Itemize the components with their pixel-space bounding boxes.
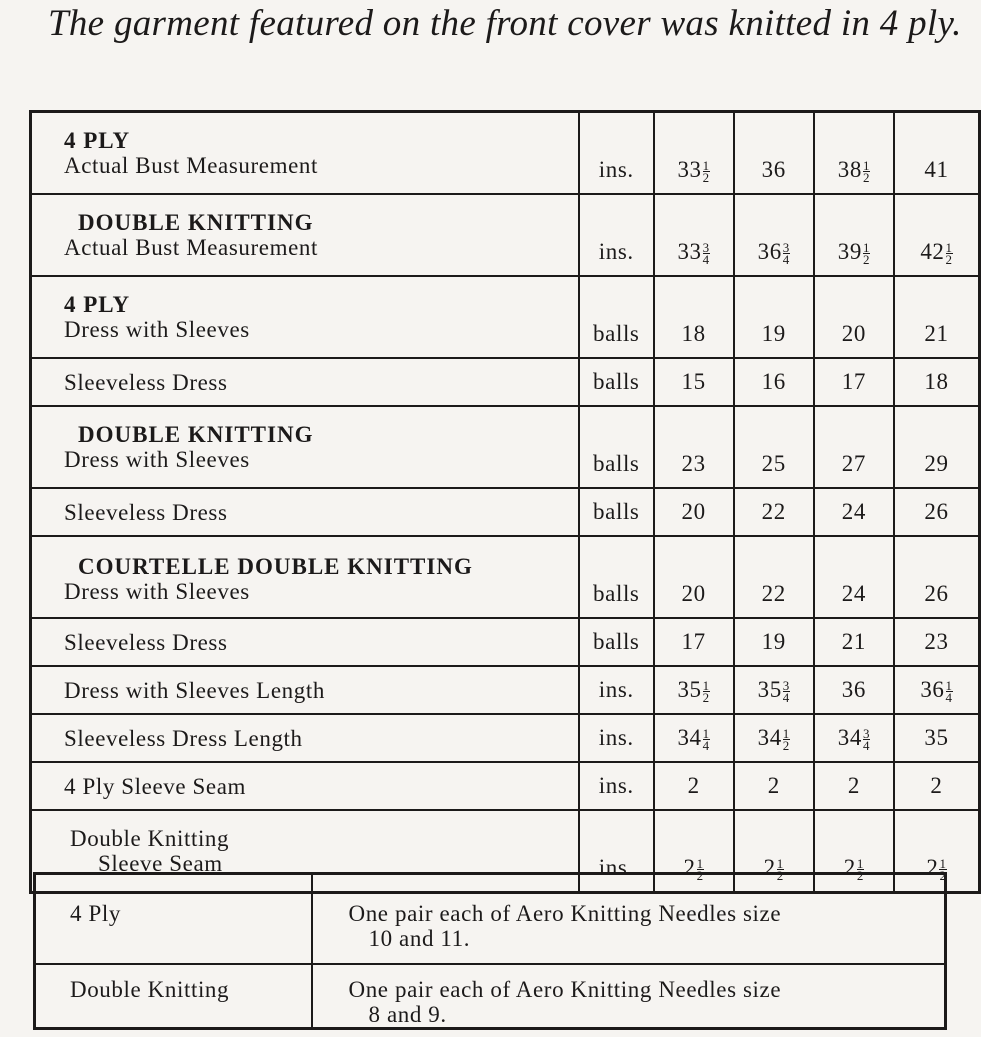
row-heading: DOUBLE KNITTING	[78, 210, 314, 235]
value-cell: 19	[734, 618, 814, 666]
table-row	[31, 714, 980, 762]
row-heading: COURTELLE DOUBLE KNITTING	[78, 554, 473, 579]
row-heading: 4 PLY	[64, 128, 131, 153]
value-cell: 15	[654, 358, 734, 406]
needle-sizes: 10 and 11.	[368, 926, 471, 951]
value-cell: 24	[814, 488, 894, 536]
table-row	[31, 406, 980, 488]
row-label	[31, 112, 580, 195]
value-cell: 20	[654, 488, 734, 536]
unit-cell: balls	[579, 618, 654, 666]
unit-cell: balls	[579, 488, 654, 536]
value-cell: 36 $\frac{1}{4}$	[894, 666, 980, 714]
yarn-type: 4 Ply	[35, 874, 312, 965]
table-row	[35, 964, 946, 1029]
value-cell: 27	[814, 406, 894, 488]
value-cell: 22	[734, 536, 814, 618]
unit-cell: balls	[579, 406, 654, 488]
needle-description-line: One pair each of Aero Knitting Needles size	[348, 977, 782, 1002]
row-label: Sleeveless Dress	[31, 488, 580, 536]
needle-sizes: 8 and 9.	[368, 1002, 447, 1027]
value-cell: 35 $\frac{3}{4}$	[734, 666, 814, 714]
value-cell: 24	[814, 536, 894, 618]
value-cell: 25	[734, 406, 814, 488]
value-cell: 17	[654, 618, 734, 666]
needle-description	[312, 964, 946, 1029]
row-label	[31, 406, 580, 488]
table-row	[31, 536, 980, 618]
unit-cell: balls	[579, 536, 654, 618]
row-label: 4 Ply Sleeve Seam	[31, 762, 580, 810]
row-label-text: Actual Bust Measurement	[64, 235, 318, 260]
value-cell: 2	[734, 762, 814, 810]
unit-cell: ins.	[579, 112, 654, 195]
row-label-text: Dress with Sleeves	[64, 447, 250, 472]
needles-table	[33, 872, 947, 1030]
row-label-text: Sleeve Seam	[98, 851, 223, 876]
fraction: $\frac{1}{2}$	[945, 239, 953, 267]
value-cell: 26	[894, 488, 980, 536]
value-cell: 36	[814, 666, 894, 714]
table-row	[31, 666, 980, 714]
table-row	[31, 194, 980, 276]
value-cell: 21	[814, 618, 894, 666]
value-cell: 20	[654, 536, 734, 618]
value-cell: 34 $\frac{3}{4}$	[814, 714, 894, 762]
value-cell: 2	[814, 762, 894, 810]
table-row	[31, 488, 980, 536]
value-cell: 23	[654, 406, 734, 488]
row-label	[31, 536, 580, 618]
value-cell: 2 $\frac{1}{2}$	[654, 810, 734, 893]
value-cell: 2	[654, 762, 734, 810]
unit-cell: balls	[579, 276, 654, 358]
value-cell: 23	[894, 618, 980, 666]
fraction: $\frac{1}{2}$	[776, 855, 784, 883]
value-cell: 19	[734, 276, 814, 358]
value-cell: 33 $\frac{1}{2}$	[654, 112, 734, 195]
value-cell: 21	[894, 276, 980, 358]
fraction: $\frac{1}{2}$	[856, 855, 864, 883]
fraction: $\frac{1}{2}$	[702, 157, 710, 185]
value-cell: 33 $\frac{3}{4}$	[654, 194, 734, 276]
value-cell: 39 $\frac{1}{2}$	[814, 194, 894, 276]
value-cell: 18	[654, 276, 734, 358]
unit-cell: ins.	[579, 714, 654, 762]
needle-description-line: One pair each of Aero Knitting Needles size	[348, 901, 782, 926]
fraction: $\frac{3}{4}$	[782, 239, 790, 267]
value-cell: 22	[734, 488, 814, 536]
row-label	[31, 276, 580, 358]
table-row	[31, 276, 980, 358]
unit-cell: balls	[579, 358, 654, 406]
fraction: $\frac{3}{4}$	[782, 677, 790, 705]
value-cell: 34 $\frac{1}{4}$	[654, 714, 734, 762]
measurements-table	[29, 110, 981, 894]
value-cell: 2	[894, 762, 980, 810]
unit-cell: ins.	[579, 810, 654, 893]
value-cell: 16	[734, 358, 814, 406]
value-cell: 18	[894, 358, 980, 406]
value-cell: 2 $\frac{1}{2}$	[734, 810, 814, 893]
value-cell: 29	[894, 406, 980, 488]
fraction: $\frac{1}{2}$	[702, 677, 710, 705]
yarn-type: Double Knitting	[35, 964, 312, 1029]
fraction: $\frac{1}{2}$	[782, 725, 790, 753]
row-heading: DOUBLE KNITTING	[78, 422, 314, 447]
value-cell: 17	[814, 358, 894, 406]
row-heading: Double Knitting	[70, 826, 230, 851]
row-label-text: Dress with Sleeves	[64, 317, 250, 342]
unit-cell: ins.	[579, 762, 654, 810]
table-row	[31, 112, 980, 195]
row-label-text: Actual Bust Measurement	[64, 153, 318, 178]
value-cell: 2 $\frac{1}{2}$	[894, 810, 980, 893]
value-cell: 2 $\frac{1}{2}$	[814, 810, 894, 893]
value-cell: 38 $\frac{1}{2}$	[814, 112, 894, 195]
needle-description	[312, 874, 946, 965]
fraction: $\frac{3}{4}$	[862, 725, 871, 753]
fraction: $\frac{1}{4}$	[702, 725, 710, 753]
table-row	[31, 762, 980, 810]
table-row	[35, 874, 946, 965]
row-heading: 4 PLY	[64, 292, 131, 317]
row-label: Sleeveless Dress	[31, 358, 580, 406]
value-cell: 34 $\frac{1}{2}$	[734, 714, 814, 762]
fraction: $\frac{1}{4}$	[945, 677, 953, 705]
table-row	[31, 358, 980, 406]
fraction: $\frac{3}{4}$	[702, 239, 710, 267]
row-label: Sleeveless Dress	[31, 618, 580, 666]
value-cell: 35 $\frac{1}{2}$	[654, 666, 734, 714]
value-cell: 35	[894, 714, 980, 762]
fraction: $\frac{1}{2}$	[696, 855, 704, 883]
fraction: $\frac{1}{2}$	[862, 157, 871, 185]
value-cell: 36	[734, 112, 814, 195]
value-cell: 42 $\frac{1}{2}$	[894, 194, 980, 276]
value-cell: 20	[814, 276, 894, 358]
unit-cell: ins.	[579, 666, 654, 714]
row-label-text: Dress with Sleeves	[64, 579, 250, 604]
row-label	[31, 194, 580, 276]
table-row	[31, 618, 980, 666]
value-cell: 26	[894, 536, 980, 618]
row-label: Sleeveless Dress Length	[31, 714, 580, 762]
value-cell: 36 $\frac{3}{4}$	[734, 194, 814, 276]
value-cell: 41	[894, 112, 980, 195]
intro-text: The garment featured on the front cover was knitted in 4 ply.	[48, 3, 962, 44]
fraction: $\frac{1}{2}$	[862, 239, 871, 267]
fraction: $\frac{1}{2}$	[939, 855, 947, 883]
row-label: Dress with Sleeves Length	[31, 666, 580, 714]
unit-cell: ins.	[579, 194, 654, 276]
